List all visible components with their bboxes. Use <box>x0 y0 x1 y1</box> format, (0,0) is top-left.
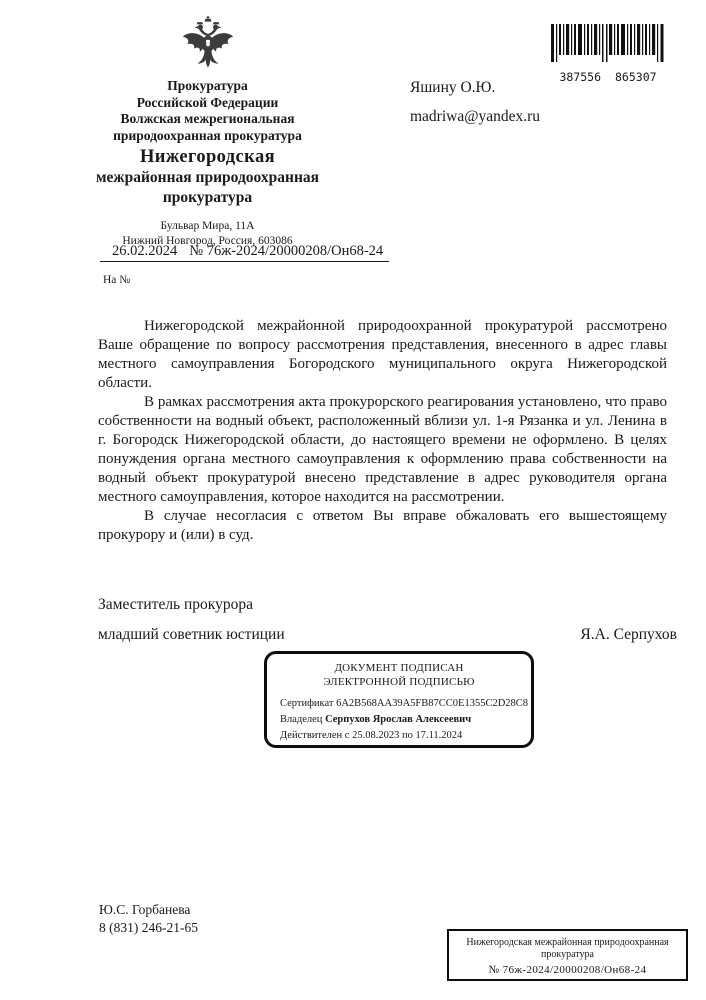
recipient-block <box>410 79 540 126</box>
signature-block <box>98 596 677 644</box>
esign-stamp-title <box>280 662 518 689</box>
letterhead-org-name-line: прокуратура <box>162 188 253 206</box>
reply-reference-label: На № <box>103 274 131 286</box>
body-paragraph: В рамках рассмотрения акта прокурорского реагирования установлено, что право собственности на водный объект, расположенный вблизи ул. 1-я Рязанка и ул. Ленина в г. Богородск Нижегородской области, до настоящего времени не оформлено. В целях понуждения органа местного самоуправления к оформлению права собственности на водный объект прокуратурой внесено представление в адрес руководителя органа местного самоуправления, которое находится на рассмотрении. <box>98 394 667 505</box>
esign-title-line: ДОКУМЕНТ ПОДПИСАН <box>334 662 464 674</box>
barcode-digits-left: 387556 <box>559 70 601 84</box>
russian-coat-of-arms-icon <box>180 16 236 72</box>
signer-rank: младший советник юстиции <box>98 626 285 643</box>
body-paragraph: Нижегородской межрайонной природоохранной прокуратурой рассмотрено Ваше обращение по вопросу рассмотрения представления, внесенного в адрес главы местного самоуправления Богородского муниципального округа Нижегородской области. <box>98 318 667 391</box>
letterhead-address-line: Нижний Новгород, Россия, 603086 <box>122 234 293 247</box>
signer-position: Заместитель прокурора <box>98 596 253 613</box>
letterhead-org-name: Нижегородская <box>139 147 276 167</box>
executor-phone: 8 (831) 246-21-65 <box>99 919 198 935</box>
letterhead-org-line: Прокуратура <box>167 78 248 93</box>
executor-name: Ю.С. Горбанева <box>99 902 191 917</box>
esign-owner-value: Серпухов Ярослав Алексеевич <box>325 714 472 725</box>
esign-validity-row: Действителен с 25.08.2023 по 17.11.2024 <box>280 730 463 741</box>
esign-owner-row <box>280 712 518 728</box>
letterhead <box>50 78 365 248</box>
reference-date: 26.02.2024 <box>100 243 189 262</box>
letterhead-org-name-line: межрайонная природоохранная <box>95 169 320 186</box>
registration-stamp <box>447 929 688 981</box>
letterhead-address-line: Бульвар Мира, 11А <box>160 220 255 232</box>
reference-line <box>100 243 389 260</box>
recipient-email: madriwa@yandex.ru <box>410 108 541 125</box>
letter-body <box>98 317 667 545</box>
reference-number: № 76ж-2024/20000208/Он68-24 <box>189 243 389 262</box>
registration-stamp-number: № 76ж-2024/20000208/Он68-24 <box>488 964 647 976</box>
body-paragraph: В случае несогласия с ответом Вы вправе обжаловать его вышестоящему прокурору и (или) в суд. <box>98 508 667 543</box>
barcode-bars-icon <box>551 24 665 64</box>
barcode <box>551 24 665 84</box>
executor-block <box>99 901 198 936</box>
esign-certificate-row <box>280 696 529 712</box>
registration-stamp-org: Нижегородская межрайонная природоохранная прокуратура <box>466 937 669 960</box>
letterhead-org-line: Волжская межрегиональная <box>120 111 295 126</box>
letterhead-org-line: Российской Федерации <box>136 94 279 110</box>
esign-certificate-value: 6A2B568AA39A5FB87CC0E1355C2D28C8 <box>336 698 529 709</box>
recipient-name: Яшину О.Ю. <box>410 79 496 96</box>
esign-stamp <box>264 651 534 748</box>
barcode-digits <box>551 70 665 84</box>
esign-certificate-label: Сертификат <box>280 698 334 709</box>
esign-title-line: ЭЛЕКТРОННОЙ ПОДПИСЬЮ <box>323 675 475 688</box>
esign-owner-label: Владелец <box>280 714 323 725</box>
barcode-digits-right: 865307 <box>615 70 657 84</box>
letterhead-org-line: природоохранная прокуратура <box>113 127 302 143</box>
signer-name: Я.А. Серпухов <box>580 626 677 643</box>
